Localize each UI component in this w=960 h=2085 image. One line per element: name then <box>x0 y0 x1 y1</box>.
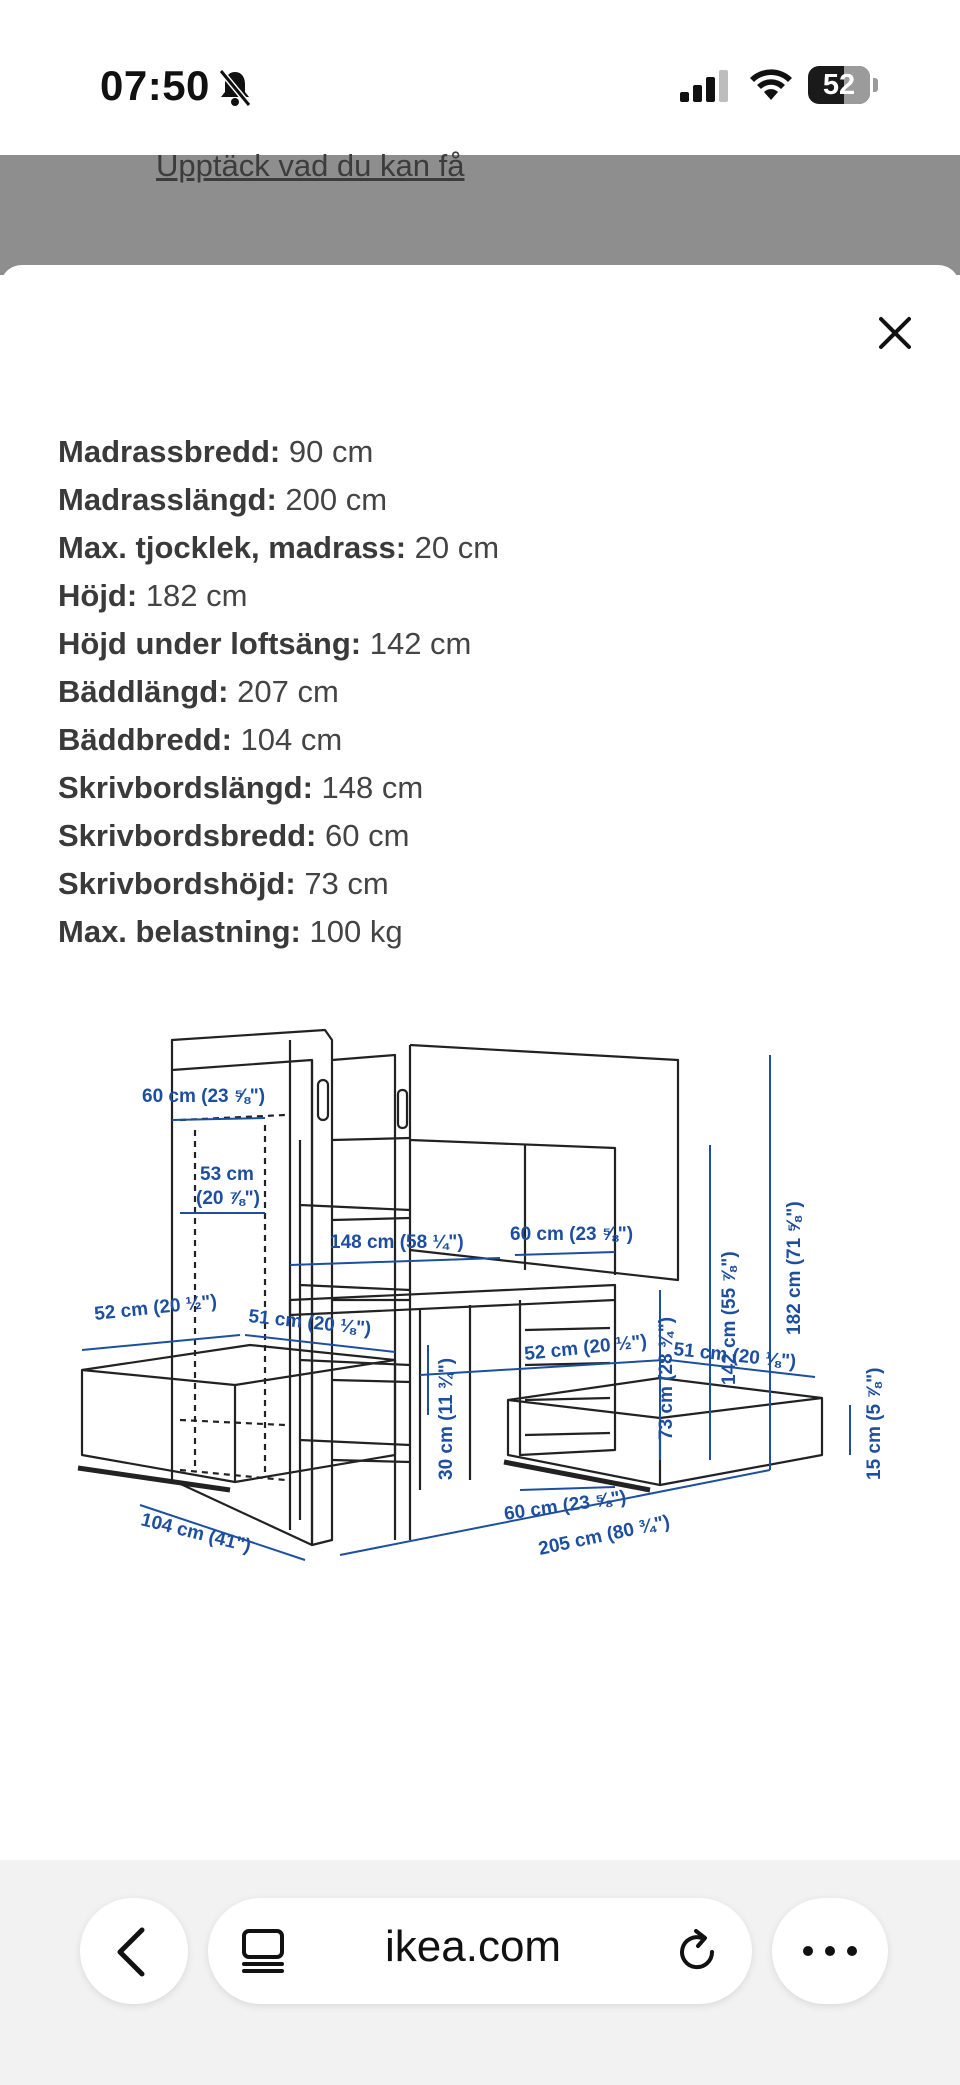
reload-icon[interactable] <box>672 1928 722 1978</box>
cellular-signal-icon <box>680 70 732 102</box>
spec-row <box>58 764 918 812</box>
spec-row <box>58 524 918 572</box>
spec-value: 200 cm <box>276 482 388 517</box>
spec-label: Skrivbordsbredd: <box>58 818 317 853</box>
reader-mode-icon[interactable] <box>240 1928 286 1974</box>
more-dots-icon[interactable] <box>800 1940 860 1962</box>
chevron-left-icon[interactable] <box>112 1926 152 1978</box>
background-link: Upptäck vad du kan få <box>156 148 465 183</box>
status-time: 07:50 <box>100 62 210 109</box>
close-icon[interactable] <box>872 310 918 356</box>
spec-row <box>58 620 918 668</box>
dim-total-length: 205 cm (80 ¾") <box>536 1511 672 1560</box>
bell-muted-icon <box>218 68 252 108</box>
dim-wardrobe-depth: 60 cm (23 ⅝") <box>142 1086 266 1107</box>
spec-value: 182 cm <box>137 578 248 613</box>
dim-drawer1-width: 52 cm (20 ½") <box>93 1291 218 1325</box>
spec-value: 100 kg <box>300 914 403 949</box>
spec-value: 20 cm <box>406 530 500 565</box>
dim-total-height: 182 cm (71 ⅝") <box>784 1201 805 1335</box>
dim-desk-length: 148 cm (58 ¼") <box>330 1232 464 1253</box>
spec-label: Max. belastning: <box>58 914 301 949</box>
spec-label: Bäddbredd: <box>58 722 232 757</box>
spec-list <box>58 428 918 956</box>
spec-row <box>58 668 918 716</box>
spec-value: 148 cm <box>312 770 424 805</box>
spec-row <box>58 716 918 764</box>
spec-value: 90 cm <box>280 434 374 469</box>
spec-label: Skrivbordslängd: <box>58 770 313 805</box>
dimension-drawing <box>0 1000 960 1860</box>
spec-value: 207 cm <box>228 674 339 709</box>
spec-value: 60 cm <box>316 818 410 853</box>
spec-label: Skrivbordshöjd: <box>58 866 296 901</box>
spec-row <box>58 572 918 620</box>
spec-label: Madrassbredd: <box>58 434 281 469</box>
spec-label: Max. tjocklek, madrass: <box>58 530 407 565</box>
spec-label: Madrasslängd: <box>58 482 277 517</box>
dim-drawer2-height: 15 cm (5 ⅞") <box>864 1367 885 1480</box>
spec-value: 73 cm <box>295 866 389 901</box>
spec-row <box>58 860 918 908</box>
dim-drawer1-height: 30 cm (11 ¾") <box>436 1357 457 1480</box>
battery-level: 52 <box>822 68 856 101</box>
dim-drawer2-depth: 51 cm (20 ⅛") <box>672 1339 798 1373</box>
dim-desk-depth-top: 60 cm (23 ⅝") <box>510 1224 634 1245</box>
dim-drawer2-width: 52 cm (20 ½") <box>523 1331 648 1365</box>
status-bar <box>0 0 960 155</box>
spec-label: Höjd under loftsäng: <box>58 626 362 661</box>
spec-row <box>58 476 918 524</box>
dim-desk-depth-bottom: 60 cm (23 ⅝") <box>502 1487 628 1525</box>
dim-drawer1-depth: 51 cm (20 ⅛") <box>247 1306 373 1340</box>
dim-desk-height: 73 cm (28 ¾") <box>656 1316 677 1440</box>
battery-indicator <box>808 66 870 104</box>
spec-label: Bäddlängd: <box>58 674 229 709</box>
spec-row <box>58 812 918 860</box>
dim-wardrobe-width-b: (20 ⅞") <box>196 1188 260 1209</box>
spec-value: 104 cm <box>231 722 343 757</box>
spec-row <box>58 428 918 476</box>
wifi-icon <box>748 66 794 102</box>
dim-wardrobe-width-a: 53 cm <box>200 1164 254 1185</box>
spec-value: 142 cm <box>361 626 472 661</box>
dimmed-background <box>0 155 960 275</box>
battery-nub <box>873 78 878 92</box>
url-text[interactable]: ikea.com <box>385 1922 562 1971</box>
dim-under-height: 142 cm (55 ⅞") <box>719 1251 740 1385</box>
spec-label: Höjd: <box>58 578 138 613</box>
spec-row <box>58 908 918 956</box>
dim-bed-width: 104 cm (41") <box>138 1509 254 1558</box>
